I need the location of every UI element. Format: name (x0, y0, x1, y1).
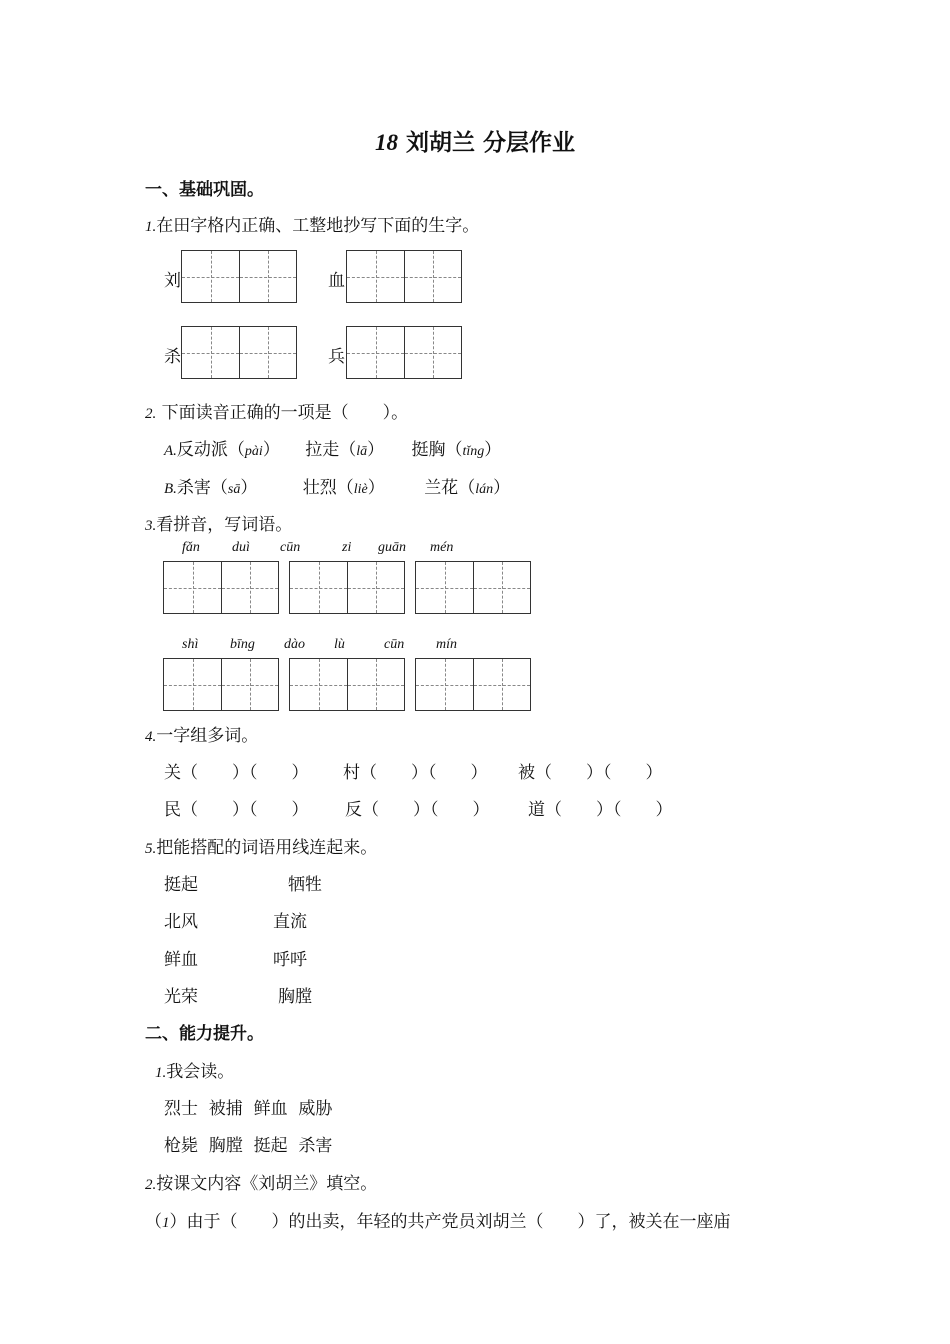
q4-item[interactable]: 民（ ）（ ） (164, 800, 309, 820)
tianzige-grid[interactable] (346, 326, 462, 379)
word-grid[interactable] (415, 658, 531, 711)
section1-heading: 一、基础巩固。 (145, 180, 264, 200)
match-right-item[interactable]: 直流 (273, 912, 307, 932)
char-label-xue: 血 (328, 271, 345, 291)
word-grid[interactable] (163, 561, 279, 614)
q4-item[interactable]: 反（ ）（ ） (345, 800, 490, 820)
char-label-bing: 兵 (328, 347, 345, 367)
pinyin-label: bīng (230, 637, 255, 652)
q4-prompt: 4.一字组多词。 (145, 726, 259, 746)
pinyin-label: cūn (280, 540, 301, 555)
pinyin-label: zi (342, 540, 352, 555)
page-title: 18 刘胡兰 分层作业 (374, 129, 576, 156)
s2-q2-sub1: （1）由于（ ）的出卖，年轻的共产党员刘胡兰（ ）了，被关在一座庙 (145, 1212, 731, 1232)
section2-heading: 二、能力提升。 (145, 1024, 264, 1044)
q2-prompt: 2. 下面读音正确的一项是（ ）。 (145, 403, 409, 423)
pinyin-label: cūn (384, 637, 405, 652)
char-label-liu: 刘 (164, 271, 181, 291)
pinyin-label: dào (284, 637, 305, 652)
q1-prompt: 1.在田字格内正确、工整地抄写下面的生字。 (145, 216, 480, 236)
match-right-item[interactable]: 牺牲 (288, 875, 322, 895)
match-left-item[interactable]: 鲜血 (164, 950, 198, 970)
char-label-sha: 杀 (164, 347, 181, 367)
match-right-item[interactable]: 胸膛 (278, 987, 312, 1007)
reading-line: 枪毙 胸膛 挺起 杀害 (164, 1136, 333, 1156)
match-left-item[interactable]: 光荣 (164, 987, 198, 1007)
pinyin-label: shì (182, 637, 199, 652)
q4-item[interactable]: 关（ ）（ ） (164, 763, 309, 783)
word-grid[interactable] (415, 561, 531, 614)
q2-option-b[interactable]: B.杀害（sā） 壮烈（liè） 兰花（lán） (164, 478, 511, 498)
q3-prompt: 3.看拼音，写词语。 (145, 515, 293, 535)
tianzige-grid[interactable] (181, 250, 297, 303)
pinyin-label: mín (436, 637, 457, 652)
match-left-item[interactable]: 北风 (164, 912, 198, 932)
pinyin-label: lù (334, 637, 345, 652)
s2-q1-prompt: 1.我会读。 (155, 1062, 235, 1082)
tianzige-grid[interactable] (181, 326, 297, 379)
q4-item[interactable]: 被（ ）（ ） (518, 763, 663, 783)
word-grid[interactable] (289, 561, 405, 614)
q4-item[interactable]: 道（ ）（ ） (528, 800, 673, 820)
word-grid[interactable] (289, 658, 405, 711)
word-grid[interactable] (163, 658, 279, 711)
match-right-item[interactable]: 呼呼 (273, 950, 307, 970)
q4-item[interactable]: 村（ ）（ ） (343, 763, 488, 783)
q2-option-a[interactable]: A.反动派（pài） 拉走（lā） 挺胸（tǐng） (164, 440, 502, 460)
match-left-item[interactable]: 挺起 (164, 875, 198, 895)
pinyin-label: duì (232, 540, 250, 555)
q5-prompt: 5.把能搭配的词语用线连起来。 (145, 838, 378, 858)
pinyin-label: guān (378, 540, 406, 555)
pinyin-label: mén (430, 540, 454, 555)
reading-line: 烈士 被捕 鲜血 威胁 (164, 1099, 333, 1119)
tianzige-grid[interactable] (346, 250, 462, 303)
s2-q2-prompt: 2.按课文内容《刘胡兰》填空。 (145, 1174, 378, 1194)
pinyin-label: fǎn (182, 540, 200, 555)
